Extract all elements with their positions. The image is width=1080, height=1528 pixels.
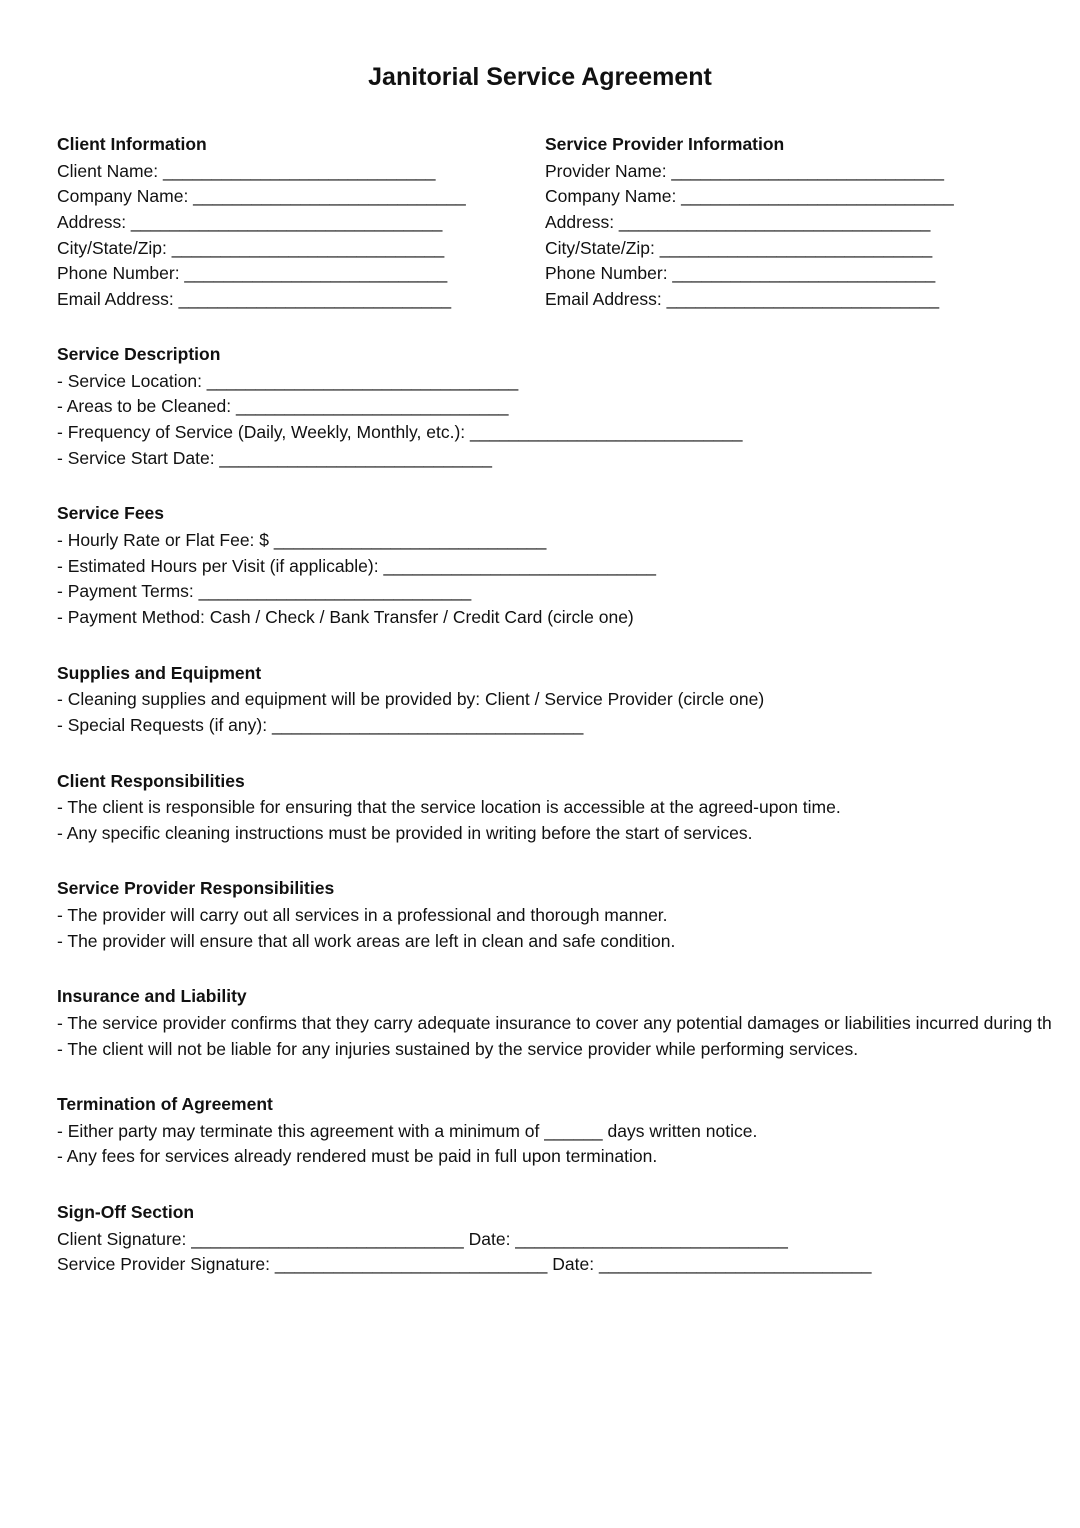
section-heading: Client Responsibilities: [57, 770, 245, 791]
section-heading: Supplies and Equipment: [57, 662, 262, 683]
client-email-field: Email Address: ____________________________: [57, 289, 452, 310]
list-item: - Any fees for services already rendered must be paid in full upon termination.: [57, 1146, 658, 1167]
list-item: - The provider will carry out all services in a professional and thorough manner.: [57, 904, 668, 925]
client-city-field: City/State/Zip: ____________________________: [57, 237, 445, 258]
list-item: - Service Start Date: ____________________________: [57, 447, 492, 468]
list-item: - The service provider confirms that they carry adequate insurance to cover any potential damages or liabilities incurred during th: [57, 1012, 1052, 1033]
section-heading: Sign-Off Section: [57, 1202, 195, 1223]
client-responsibilities-section: [57, 767, 1052, 847]
provider-responsibilities-section: [57, 874, 1052, 954]
list-item: - Any specific cleaning instructions must be provided in writing before the start of services.: [57, 822, 753, 843]
list-item: - Payment Terms: ____________________________: [57, 581, 472, 602]
client-company-field: Company Name: ____________________________: [57, 186, 466, 207]
list-item: - The provider will ensure that all work areas are left in clean and safe condition.: [57, 930, 676, 951]
provider-signature-line: Service Provider Signature: ____________________________ Date: ____________________________: [57, 1254, 872, 1275]
section-heading: Client Information: [57, 134, 207, 154]
section-heading: Service Provider Information: [545, 134, 785, 154]
service-fees-section: [57, 499, 1052, 630]
section-heading: Service Description: [57, 344, 221, 364]
list-item: - Service Location: ________________________________: [57, 370, 519, 391]
list-item: - The client will not be liable for any injuries sustained by the service provider while performing services.: [57, 1038, 859, 1059]
list-item: - The client is responsible for ensuring that the service location is accessible at the agreed-upon time.: [57, 797, 841, 818]
list-item: - Hourly Rate or Flat Fee: $ ____________________________: [57, 529, 547, 550]
supplies-section: [57, 659, 1052, 739]
provider-information: [545, 130, 954, 313]
provider-name-field: Provider Name: ____________________________: [545, 160, 944, 181]
section-heading: Termination of Agreement: [57, 1094, 273, 1115]
insurance-section: [57, 982, 1052, 1062]
sign-off-section: [57, 1198, 1052, 1278]
list-item: - Payment Method: Cash / Check / Bank Transfer / Credit Card (circle one): [57, 606, 634, 627]
section-heading: Service Fees: [57, 503, 165, 524]
client-phone-field: Phone Number: ___________________________: [57, 263, 448, 284]
list-item: - Special Requests (if any): ________________________________: [57, 714, 584, 735]
provider-address-field: Address: ________________________________: [545, 211, 931, 232]
section-heading: Service Provider Responsibilities: [57, 878, 335, 899]
termination-section: [57, 1090, 1052, 1170]
document-title: Janitorial Service Agreement: [368, 63, 712, 91]
client-signature-line: Client Signature: ____________________________ Date: ____________________________: [57, 1228, 788, 1249]
list-item: - Either party may terminate this agreement with a minimum of ______ days written notice.: [57, 1120, 758, 1141]
provider-company-field: Company Name: ____________________________: [545, 186, 954, 207]
list-item: - Cleaning supplies and equipment will be provided by: Client / Service Provider (circle one): [57, 689, 765, 710]
provider-city-field: City/State/Zip: ____________________________: [545, 237, 933, 258]
client-name-field: Client Name: ____________________________: [57, 160, 436, 181]
service-description-section: [57, 340, 1052, 471]
client-address-field: Address: ________________________________: [57, 211, 443, 232]
list-item: - Areas to be Cleaned: ____________________________: [57, 396, 509, 417]
list-item: - Frequency of Service (Daily, Weekly, Monthly, etc.): ____________________________: [57, 421, 743, 442]
list-item: - Estimated Hours per Visit (if applicable): ____________________________: [57, 555, 656, 576]
provider-phone-field: Phone Number: ___________________________: [545, 263, 936, 284]
agreement-body: [57, 312, 1052, 1278]
section-heading: Insurance and Liability: [57, 986, 247, 1007]
client-information: [57, 130, 466, 313]
provider-email-field: Email Address: ____________________________: [545, 289, 940, 310]
